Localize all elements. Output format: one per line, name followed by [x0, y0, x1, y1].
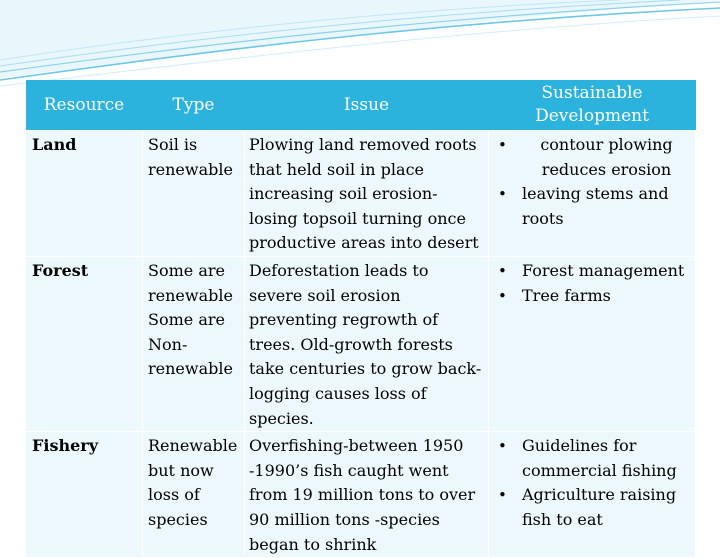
resource-cell: Fishery	[26, 432, 143, 558]
development-list	[494, 133, 691, 231]
table-header-row	[26, 80, 696, 131]
issue-cell: Deforestation leads to severe soil erosion preventing regrowth of trees. Old-growth forests take centuries to grow back- logging causes loss of species.	[245, 256, 489, 431]
development-item: • Guidelines for commercial fishing	[494, 434, 691, 483]
issue-cell: Plowing land removed roots that held soil in place increasing soil erosion-losing topsoil turning once productive areas into desert	[245, 131, 489, 257]
table-row-land	[26, 131, 696, 257]
development-item: • Agriculture raising fish to eat	[494, 483, 691, 532]
table-row-forest	[26, 256, 696, 431]
resource-cell: Land	[26, 131, 143, 257]
type-cell: Renewable but now loss of species	[143, 432, 245, 558]
development-item: • Tree farms	[494, 284, 691, 309]
header-development: Sustainable Development	[489, 80, 696, 131]
header-resource: Resource	[26, 80, 143, 131]
table-row-fishery	[26, 432, 696, 558]
type-cell: Some are renewable Some are Non-renewable	[143, 256, 245, 431]
development-cell	[489, 131, 696, 257]
resource-cell: Forest	[26, 256, 143, 431]
sustainability-table	[25, 80, 696, 558]
development-item: • leaving stems and roots	[494, 182, 691, 231]
development-item: • contour plowing reduces erosion	[494, 133, 691, 182]
development-list	[494, 434, 691, 532]
wave-swoosh-decoration	[0, 0, 720, 90]
header-type: Type	[143, 80, 245, 131]
development-item: • Forest management	[494, 259, 691, 284]
development-list	[494, 259, 691, 308]
development-cell	[489, 256, 696, 431]
development-cell	[489, 432, 696, 558]
issue-cell: Overfishing-between 1950 -1990’s fish caught went from 19 million tons to over 90 million tons -species began to shrink	[245, 432, 489, 558]
type-cell: Soil is renewable	[143, 131, 245, 257]
header-issue: Issue	[245, 80, 489, 131]
